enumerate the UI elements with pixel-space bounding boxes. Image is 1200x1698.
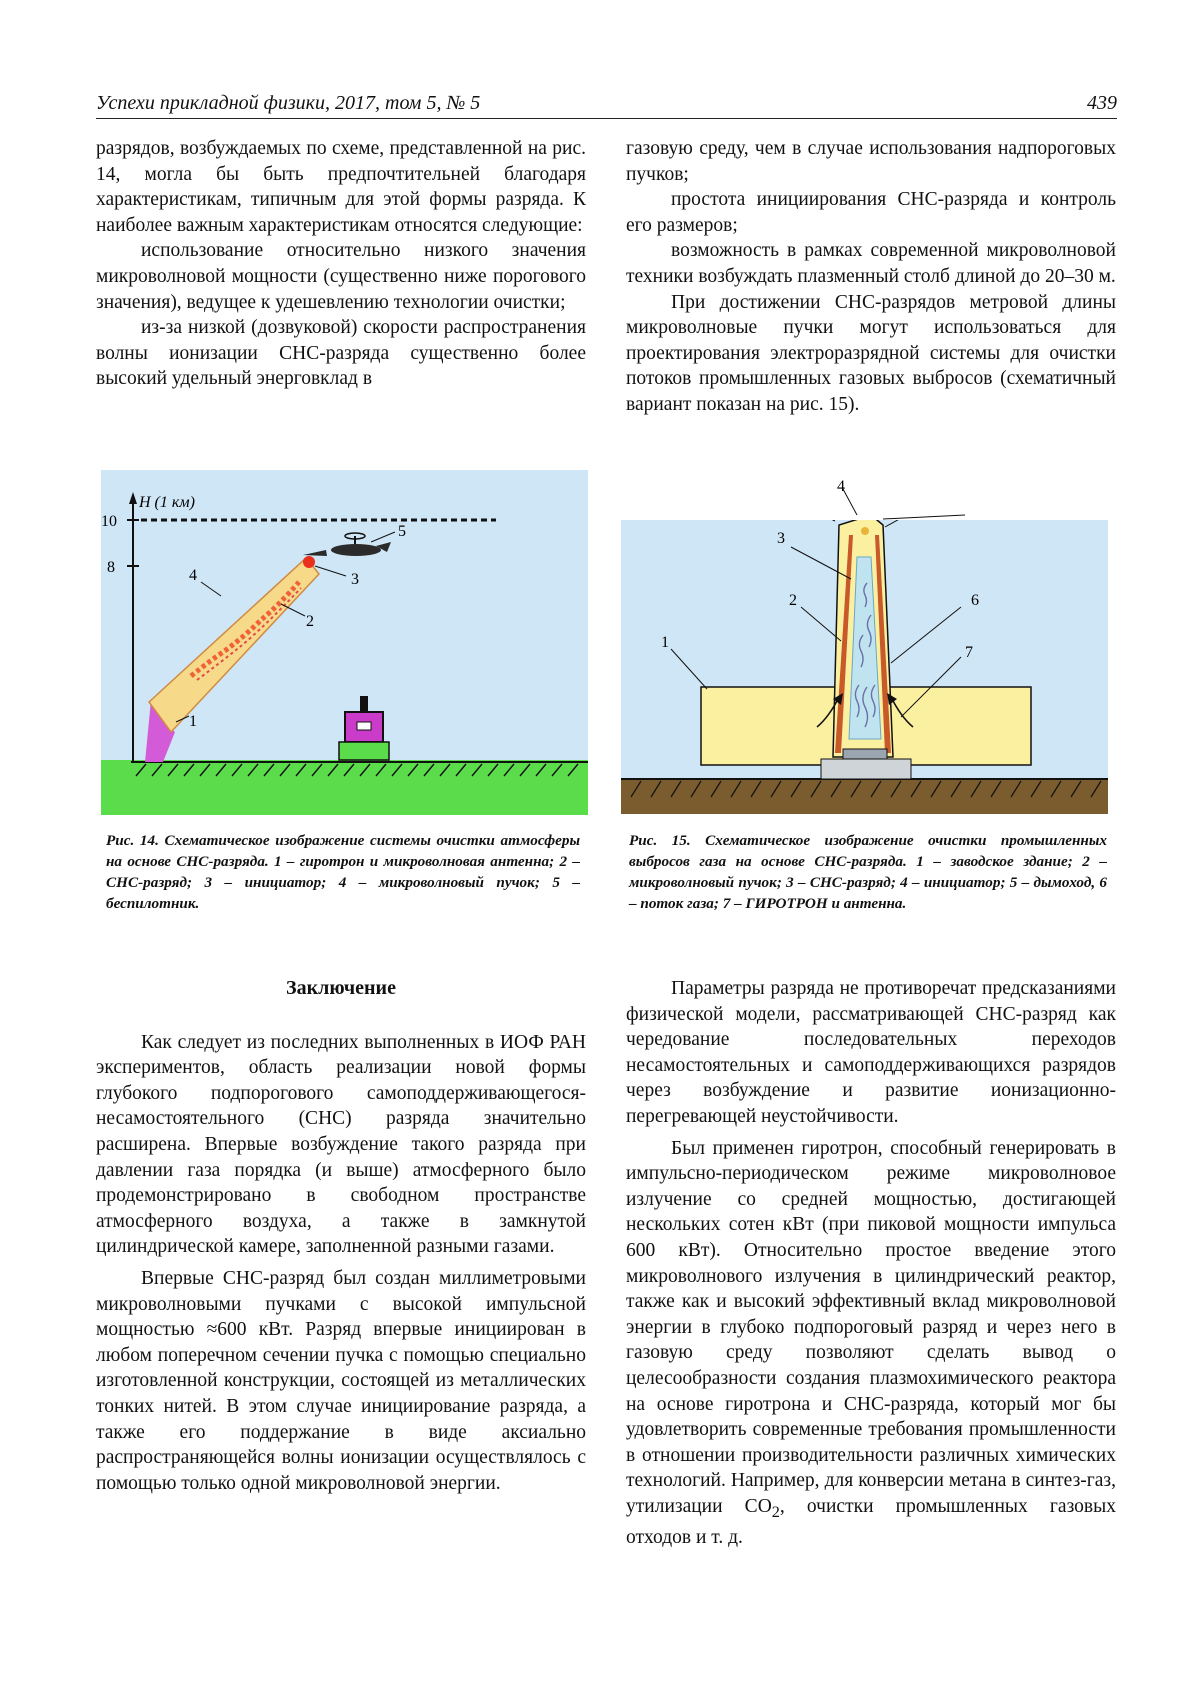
paragraph: использование относительно низкого значения микроволновой мощности (существенно ниже порогового значения), ведущее к удешевлению технологии очистки;: [96, 240, 586, 313]
paragraph: Как следует из последних выполненных в ИОФ РАН экспериментов, область реализации новой формы глубокого подпорогового самоподдерживающегося-несамостоятельного (СНС) разряда значительно расширена. Впервые возбуждение такого разряда при давлении газа порядка (и выше) атмосферного было продемонстрировано в свободном пространстве атмосферного воздуха, а также в замкнутой цилиндрической камере, заполненной разными газами.: [96, 1031, 586, 1258]
subscript: 2: [771, 1502, 780, 1521]
text-column-bottom-left: [96, 976, 586, 1496]
label-4: 4: [837, 478, 845, 495]
text-column-bottom-right: [626, 976, 1116, 1551]
tick-label-10: 10: [101, 513, 117, 530]
figure-15-top-labels: [621, 475, 1108, 520]
paragraph: Впервые СНС-разряд был создан миллиметровыми микроволновыми пучками с высокой импульсной мощностью ≈600 кВт. Разряд впервые инициирован в любом поперечном сечении пучка с помощью специально изготовленной конструкции, состоящей из металлических тонких нитей. В этом случае инициирование разряда, а также его поддержание в виде аксиально распространяющейся волны ионизации осуществлялось с помощью только одной микроволновой энергии.: [96, 1267, 586, 1494]
axis-label: H (1 км): [139, 494, 195, 511]
initiator: [861, 527, 869, 535]
label-5: 5: [398, 523, 406, 540]
drone: [331, 544, 381, 556]
tick-label-8: 8: [107, 559, 115, 576]
paragraph: [626, 1136, 1116, 1551]
gyrotron: [821, 759, 911, 779]
label-4: 4: [189, 567, 197, 584]
text-column-top-right: [626, 136, 1116, 418]
label-2: 2: [789, 592, 797, 609]
initiator: [303, 556, 315, 568]
figure-15-caption: Рис. 15. Схематическое изображение очистки промышленных выбросов газа на основе СНС-разряда. 1 – заводское здание; 2 – микроволновый пучок; 3 – СНС-разряд; 4 – инициатор; 5 – дымоход, 6 – поток газа; 7 – ГИРОТРОН и антенна.: [629, 832, 1107, 912]
paragraph: разрядов, возбуждаемых по схеме, представленной на рис. 14, могла бы быть предпочтительней благодаря характеристикам, типичным для этой формы разряда. К наиболее важным характеристикам относятся следующие:: [96, 138, 586, 236]
paragraph: из-за низкой (дозвуковой) скорости распространения волны ионизации СНС-разряда существенно более высокий удельный энерговклад в: [96, 317, 586, 390]
paragraph-text: Был применен гиротрон, способный генерировать в импульсно-периодическом режиме микроволновое излучение со средней мощностью, достигающей нескольких сотен кВт (при пиковой мощности импульса 600 кВт). Относительно простое введение этого микроволнового излучения в цилиндрический реактор, также как и высокий эффективный вклад микроволновой энергии в глубоко подпороговый разряд и через него в газовую среду позволяют сделать вывод о целесообразности создания плазмохимического реактора на основе гиротрона и СНС-разряда, который мог бы удовлетворить современные требования промышленности в отношении производительности различных химических технологий. Например, для конверсии метана в синтез-газ, утилизации CO: [626, 1137, 1116, 1517]
page-number: 439: [1087, 92, 1117, 114]
label-3: 3: [777, 530, 785, 547]
label-6: 6: [971, 592, 979, 609]
section-title: Заключение: [286, 977, 396, 999]
gyrotron-antenna: [843, 749, 887, 759]
earth-ground: [621, 779, 1108, 814]
paragraph: возможность в рамках современной микроволновой техники возбуждать плазменный столб длиной до 20–30 м.: [626, 240, 1116, 287]
figure-14: [101, 470, 588, 815]
paragraph: простота инициирования СНС-разряда и контроль его размеров;: [626, 189, 1116, 236]
header-rule: [96, 118, 1117, 119]
paragraph: При достижении СНС-разрядов метровой длины микроволновые пучки могут использоваться для проектирования электроразрядной системы для очистки потоков промышленных газовых выбросов (схематичный вариант показан на рис. 15).: [626, 291, 1116, 415]
label-1: 1: [661, 634, 669, 651]
label-2: 2: [306, 613, 314, 630]
label-1: 1: [189, 713, 197, 730]
figure-15: [621, 517, 1108, 814]
paragraph: газовую среду, чем в случае использования надпороговых пучков;: [626, 138, 1116, 185]
text-column-top-left: [96, 136, 586, 392]
label-3: 3: [351, 571, 359, 588]
figure-14-caption: Рис. 14. Схематическое изображение системы очистки атмосферы на основе СНС-разряда. 1 – гиротрон и микроволновая антенна; 2 – СНС-разряд; 3 – инициатор; 4 – микроволновый пучок; 5 – беспилотник.: [106, 832, 580, 912]
paragraph: Параметры разряда не противоречат предсказаниями физической модели, рассматривающей СНС-разряд как чередование последовательных переходов несамостоятельных и самоподдерживающихся разрядов через возбуждение и развитие ионизационно-перегревающей неустойчивости.: [626, 978, 1116, 1127]
label-7: 7: [965, 644, 973, 661]
paragraph-text: , очистки промышленных газовых отходов и т. д.: [626, 1495, 1116, 1549]
running-header: [96, 88, 1117, 120]
journal-title: Успехи прикладной физики, 2017, том 5, № 5: [96, 92, 481, 114]
